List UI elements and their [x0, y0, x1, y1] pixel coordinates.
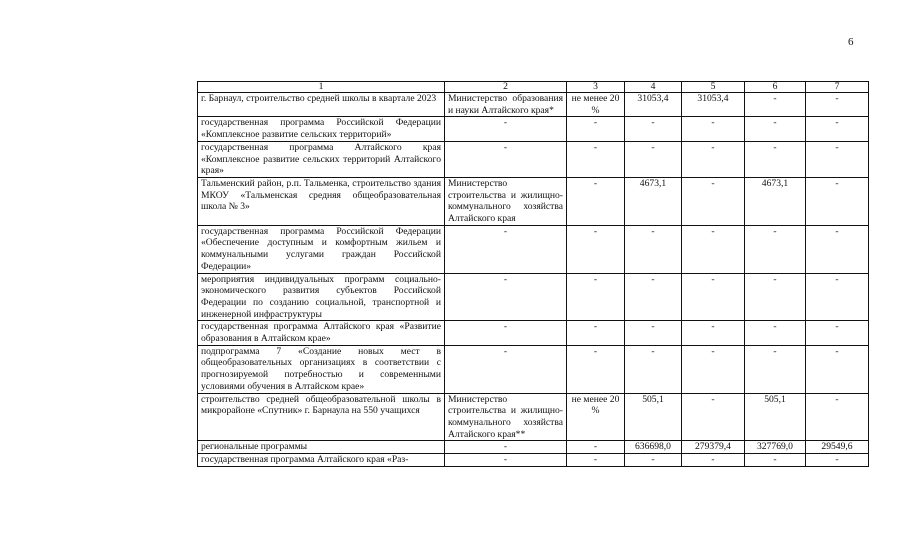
row-description: государственная программа Российской Федерации «Обеспечение доступным и комфортным жильем и коммунальными услугами граждан Российской Федерации»: [198, 225, 445, 273]
row-value-5: -: [682, 345, 745, 393]
row-value-6: -: [745, 273, 806, 321]
row-value-6: -: [745, 454, 806, 467]
row-value-6: 327769,0: [745, 441, 806, 454]
row-value-4: 4673,1: [625, 177, 682, 225]
row-value-5: -: [682, 454, 745, 467]
page-number: 6: [848, 36, 854, 48]
row-value-7: -: [806, 321, 869, 345]
row-value-4: -: [625, 321, 682, 345]
table-row: [198, 225, 869, 273]
row-value-6: 505,1: [745, 393, 806, 441]
row-value-6: -: [745, 93, 806, 117]
column-header: 5: [682, 82, 745, 93]
row-ministry: -: [445, 141, 567, 177]
row-value-7: 29549,6: [806, 441, 869, 454]
row-minimum-share: -: [567, 141, 625, 177]
row-value-7: -: [806, 225, 869, 273]
row-description: государственная программа Алтайского края «Раз-: [198, 454, 445, 467]
row-value-5: -: [682, 177, 745, 225]
row-description: государственная программа Российской Федерации «Комплексное развитие сельских территорий»: [198, 117, 445, 141]
row-value-5: -: [682, 117, 745, 141]
table-row: [198, 273, 869, 321]
row-value-4: -: [625, 345, 682, 393]
row-value-5: -: [682, 393, 745, 441]
row-value-7: -: [806, 93, 869, 117]
row-ministry: -: [445, 321, 567, 345]
row-value-4: 636698,0: [625, 441, 682, 454]
column-header: 6: [745, 82, 806, 93]
row-value-5: -: [682, 321, 745, 345]
row-description: подпрограмма 7 «Создание новых мест в общеобразовательных организациях в соответствии с прогнозируемой потребностью и современными условиями обучения в Алтайском крае»: [198, 345, 445, 393]
budget-table: [197, 81, 869, 467]
column-header: 4: [625, 82, 682, 93]
row-minimum-share: не менее 20 %: [567, 393, 625, 441]
table-row: [198, 393, 869, 441]
row-ministry: -: [445, 454, 567, 467]
row-ministry: Министерство строительства и жилищно-коммунального хозяйства Алтайского края**: [445, 393, 567, 441]
row-description: строительство средней общеобразовательной школы в микрорайоне «Спутник» г. Барнаула на 550 учащихся: [198, 393, 445, 441]
table-row: [198, 454, 869, 467]
row-ministry: -: [445, 117, 567, 141]
row-ministry: -: [445, 345, 567, 393]
row-value-4: -: [625, 117, 682, 141]
row-description: региональные программы: [198, 441, 445, 454]
row-value-5: -: [682, 225, 745, 273]
table-row: [198, 321, 869, 345]
column-header: 2: [445, 82, 567, 93]
row-value-6: 4673,1: [745, 177, 806, 225]
column-header: 3: [567, 82, 625, 93]
row-value-7: -: [806, 273, 869, 321]
row-value-7: -: [806, 177, 869, 225]
row-ministry: Министерство образования и науки Алтайского края*: [445, 93, 567, 117]
row-ministry: -: [445, 273, 567, 321]
row-value-6: -: [745, 345, 806, 393]
row-minimum-share: -: [567, 273, 625, 321]
column-header: 1: [198, 82, 445, 93]
row-minimum-share: -: [567, 454, 625, 467]
row-value-7: -: [806, 454, 869, 467]
row-minimum-share: не менее 20 %: [567, 93, 625, 117]
row-value-4: -: [625, 273, 682, 321]
row-minimum-share: -: [567, 117, 625, 141]
row-value-7: -: [806, 393, 869, 441]
table-row: [198, 117, 869, 141]
row-minimum-share: -: [567, 321, 625, 345]
row-ministry: Министерство строительства и жилищно-коммунального хозяйства Алтайского края: [445, 177, 567, 225]
row-value-4: -: [625, 225, 682, 273]
row-minimum-share: -: [567, 441, 625, 454]
row-value-4: 505,1: [625, 393, 682, 441]
row-value-5: -: [682, 141, 745, 177]
header-row: [198, 82, 869, 93]
table-row: [198, 177, 869, 225]
table-row: [198, 345, 869, 393]
table-row: [198, 441, 869, 454]
column-header: 7: [806, 82, 869, 93]
row-description: государственная программа Алтайского края «Комплексное развитие сельских территорий Алтайского края»: [198, 141, 445, 177]
row-description: г. Барнаул, строительство средней школы в квартале 2023: [198, 93, 445, 117]
row-value-5: 31053,4: [682, 93, 745, 117]
row-minimum-share: -: [567, 225, 625, 273]
row-minimum-share: -: [567, 177, 625, 225]
row-value-4: 31053,4: [625, 93, 682, 117]
row-value-6: -: [745, 117, 806, 141]
row-value-7: -: [806, 117, 869, 141]
row-minimum-share: -: [567, 345, 625, 393]
table-row: [198, 141, 869, 177]
row-description: государственная программа Алтайского края «Развитие образования в Алтайском крае»: [198, 321, 445, 345]
row-value-7: -: [806, 345, 869, 393]
row-value-7: -: [806, 141, 869, 177]
row-value-6: -: [745, 321, 806, 345]
row-value-6: -: [745, 225, 806, 273]
row-ministry: -: [445, 441, 567, 454]
row-ministry: -: [445, 225, 567, 273]
row-value-5: 279379,4: [682, 441, 745, 454]
row-value-4: -: [625, 141, 682, 177]
row-value-4: -: [625, 454, 682, 467]
row-value-5: -: [682, 273, 745, 321]
table-row: [198, 93, 869, 117]
row-value-6: -: [745, 141, 806, 177]
row-description: мероприятия индивидуальных программ социально-экономического развития субъектов Российской Федерации по созданию социальной, транспортной и инженерной инфраструктуры: [198, 273, 445, 321]
row-description: Тальменский район, р.п. Тальменка, строительство здания МКОУ «Тальменская средняя общеобразовательная школа № 3»: [198, 177, 445, 225]
